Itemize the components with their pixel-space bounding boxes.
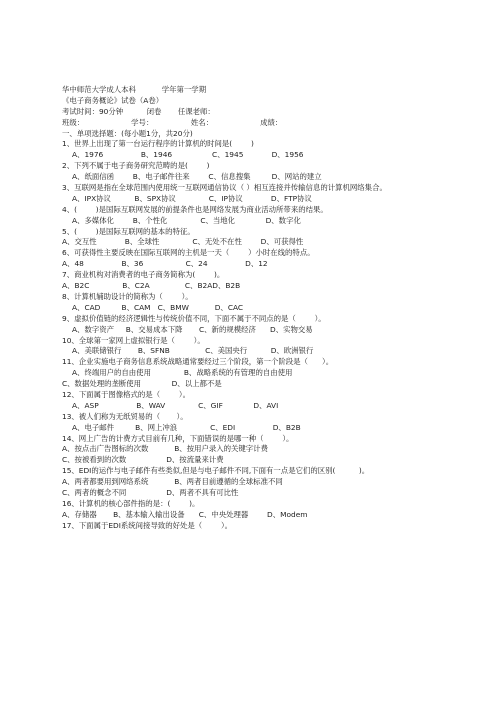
- question-options: A、两者都要用到网络系统 B、两者目前遵循的全球标准不同: [62, 477, 283, 487]
- question-options: A、美联储银行 B、SFNB C、美国央行 D、欧洲银行: [72, 346, 314, 356]
- question-stem: 7、商业机构对消费者的电子商务简称为( )。: [62, 270, 225, 280]
- question-options: A、ASP B、WAV C、GIF D、AVI: [72, 400, 279, 410]
- question-options: A、按点击广告图标的次数 B、按用户录入的关键字计费: [62, 444, 268, 454]
- question-stem: 8、计算机辅助设计的简称为（ ）。: [62, 291, 193, 301]
- question-options: A、48 B、36 C、24 D、12: [62, 259, 268, 269]
- question-stem: 9、虚拟价值链的经济逻辑性与传统价值不同，下面不属于不同点的是（ ）。: [62, 313, 326, 323]
- question-options: A、1976 B、1946 C、1945 D、1956: [72, 150, 304, 160]
- question-options: C、数据处理的垄断使用 D、以上都不是: [62, 379, 222, 389]
- question-options: A、CAD B、CAM C、BMW D、CAC: [72, 302, 244, 312]
- question-stem: 3、互联网是指在全球范围内使用统一互联网通信协议（ ）相互连接并传输信息的计算机网络集合。: [62, 183, 387, 193]
- question-stem: 6、可获得性主要反映在国际互联网的主机是一天（ ）小时在线的特点。: [62, 248, 315, 258]
- question-options: A、终端用户的自由使用 B、战略系统的有管理的自由使用: [72, 368, 293, 378]
- question-stem: 14、网上广告的计费方式目前有几种，下面错误的是哪一种（ ）。: [62, 433, 294, 443]
- question-stem: 1、世界上出现了第一台运行程序的计算机的时间是( ): [62, 139, 254, 149]
- question-stem: 4、( )是国际互联网发展的前提条件也是网络发展为商业活动所带来的结果。: [62, 204, 328, 214]
- question-options: A、电子邮件 B、网上冲浪 C、EDI D、B2B: [72, 422, 301, 432]
- question-stem: 10、全球第一家网上虚拟银行是（ ）。: [62, 335, 205, 345]
- question-options: A、多媒体化 B、个性化 C、当地化 D、数字化: [72, 215, 301, 225]
- question-options: A、交互性 B、全球性 C、无处不在性 D、可获得性: [62, 237, 304, 247]
- question-options: C、两者的概念不同 D、两者不具有可比性: [62, 487, 239, 497]
- exam-content: [62, 85, 482, 532]
- section-title: 一、单项选择题：(每小题1分，共20分): [62, 128, 193, 138]
- question-stem: 11、企业实施电子商务信息系统战略通常要经过三个阶段，第一个阶段是（ ）。: [62, 357, 334, 367]
- question-options: A、IPX协议 B、SPX协议 C、IP协议 D、FTP协议: [72, 193, 312, 203]
- question-stem: 5、( )是国际互联网的基本的特征。: [62, 226, 195, 236]
- question-stem: 15、EDI的运作与电子邮件有些类似,但是与电子邮件不同,下面有一点是它们的区别( )。: [62, 466, 370, 476]
- question-stem: 12、下面属于图像格式的是（ ）。: [62, 389, 190, 399]
- question-stem: 2、下列不属于电子商务研究范畴的是( ): [62, 161, 210, 171]
- question-options: A、数字资产 B、交易成本下降 C、新的规模经济 D、实物交易: [72, 324, 313, 334]
- exam-title: 《电子商务概论》试卷（A卷）: [62, 95, 164, 105]
- question-options: A、存储器 B、基本输入输出设备 C、中央处理器 D、Modem: [62, 509, 308, 519]
- school-line: 华中师范大学成人本科 学年第一学期: [62, 85, 207, 94]
- student-info: 班级： 学号： 姓名： 成绩：: [62, 117, 283, 127]
- question-stem: 17、下面属于EDI系统间接导致的好处是（ ）。: [62, 520, 233, 530]
- exam-info: 考试时间：90分钟 闭卷 任课老师：: [62, 106, 215, 116]
- question-options: A、纸面信函 B、电子邮件往来 C、信息搜集 D、网站的建立: [72, 172, 322, 182]
- question-options: C、按被看到的次数 D、按流量来计费: [62, 455, 224, 465]
- question-stem: 13、被人们称为无纸贸易的（ ）。: [62, 411, 188, 421]
- question-options: A、B2C B、C2A C、B2AD、B2B: [62, 281, 241, 291]
- question-stem: 16、计算机的核心部件指的是：( )。: [62, 498, 200, 508]
